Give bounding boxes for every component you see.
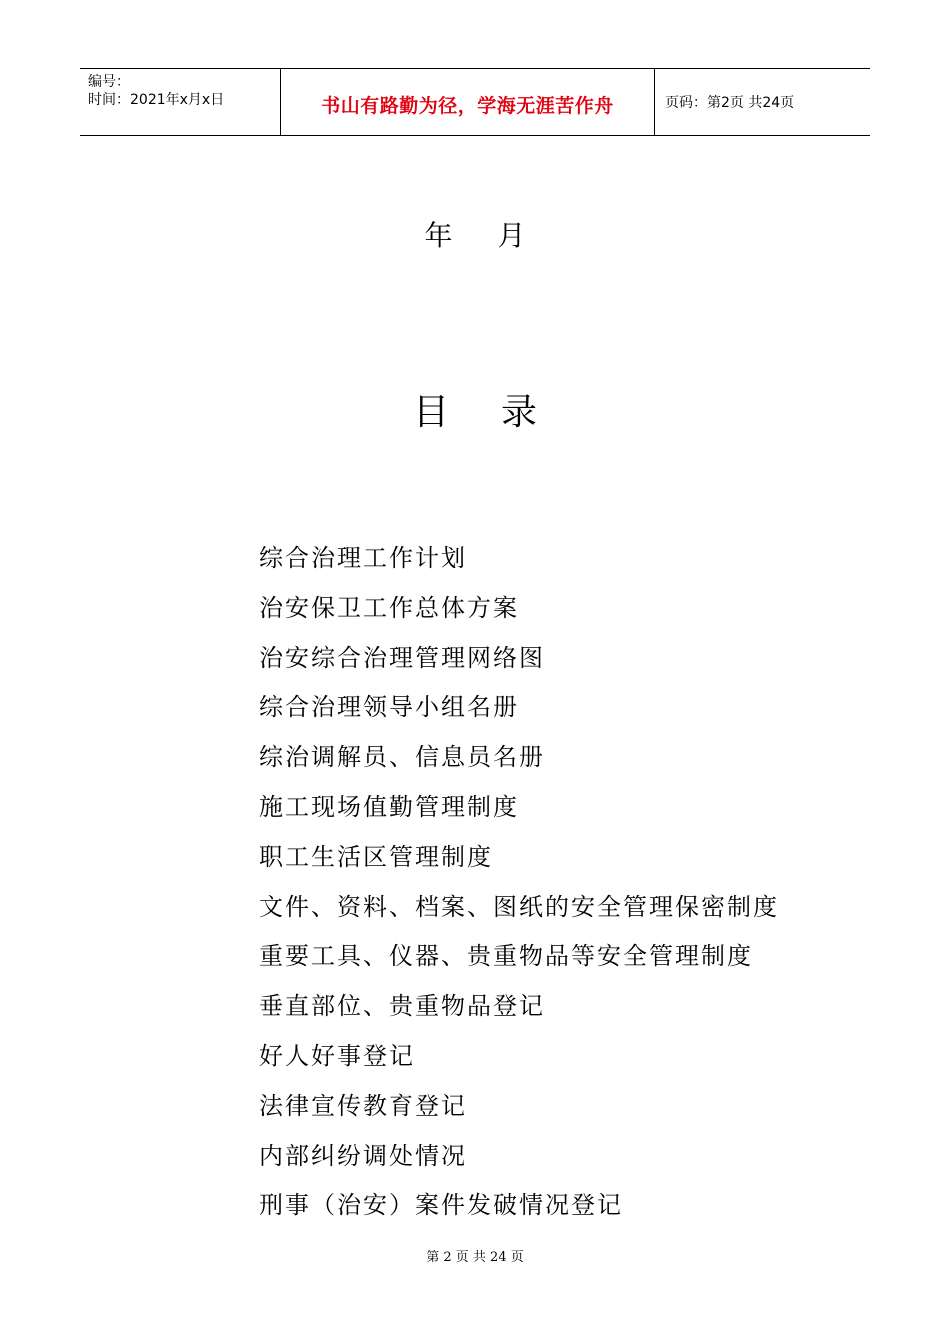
toc-item[interactable]: 文件、资料、档案、图纸的安全管理保密制度	[259, 892, 779, 921]
header-meta-cell	[80, 69, 281, 135]
toc-item[interactable]: 综合治理工作计划	[259, 544, 467, 572]
toc-item[interactable]: 重要工具、仪器、贵重物品等安全管理制度	[259, 942, 753, 971]
toc-item[interactable]: 垂直部位、贵重物品登记	[259, 992, 545, 1021]
document-time-label: 时间：2021年x月x日	[88, 92, 225, 108]
toc-item[interactable]: 施工现场值勤管理制度	[259, 792, 519, 821]
toc-list	[259, 538, 779, 1235]
header-motto: 书山有路勤为径，学海无涯苦作舟	[321, 94, 614, 117]
toc-title-part2: 录	[501, 392, 538, 433]
toc-item[interactable]: 好人好事登记	[259, 1041, 415, 1070]
toc-item[interactable]: 综合治理领导小组名册	[259, 693, 519, 722]
toc-item[interactable]: 法律宣传教育登记	[259, 1091, 467, 1120]
toc-title-part1: 目	[412, 392, 449, 433]
document-number-label: 编号：	[88, 74, 130, 90]
document-header	[80, 68, 870, 136]
toc-item[interactable]: 综治调解员、信息员名册	[259, 743, 545, 772]
header-page-cell	[655, 69, 870, 135]
date-line	[0, 214, 950, 254]
date-year: 年	[424, 219, 453, 252]
toc-title	[0, 384, 950, 435]
header-motto-cell	[281, 69, 655, 135]
toc-item[interactable]: 职工生活区管理制度	[259, 842, 493, 871]
toc-item[interactable]: 治安综合治理管理网络图	[259, 643, 545, 672]
page-footer: 第 2 页 共 24 页	[426, 1250, 524, 1265]
header-page-info: 页码：第2页 共24页	[665, 95, 795, 111]
toc-item[interactable]: 刑事（治安）案件发破情况登记	[259, 1191, 623, 1220]
toc-item[interactable]: 内部纠纷调处情况	[259, 1141, 467, 1170]
toc-item[interactable]: 治安保卫工作总体方案	[259, 593, 519, 622]
date-month: 月	[497, 219, 526, 252]
